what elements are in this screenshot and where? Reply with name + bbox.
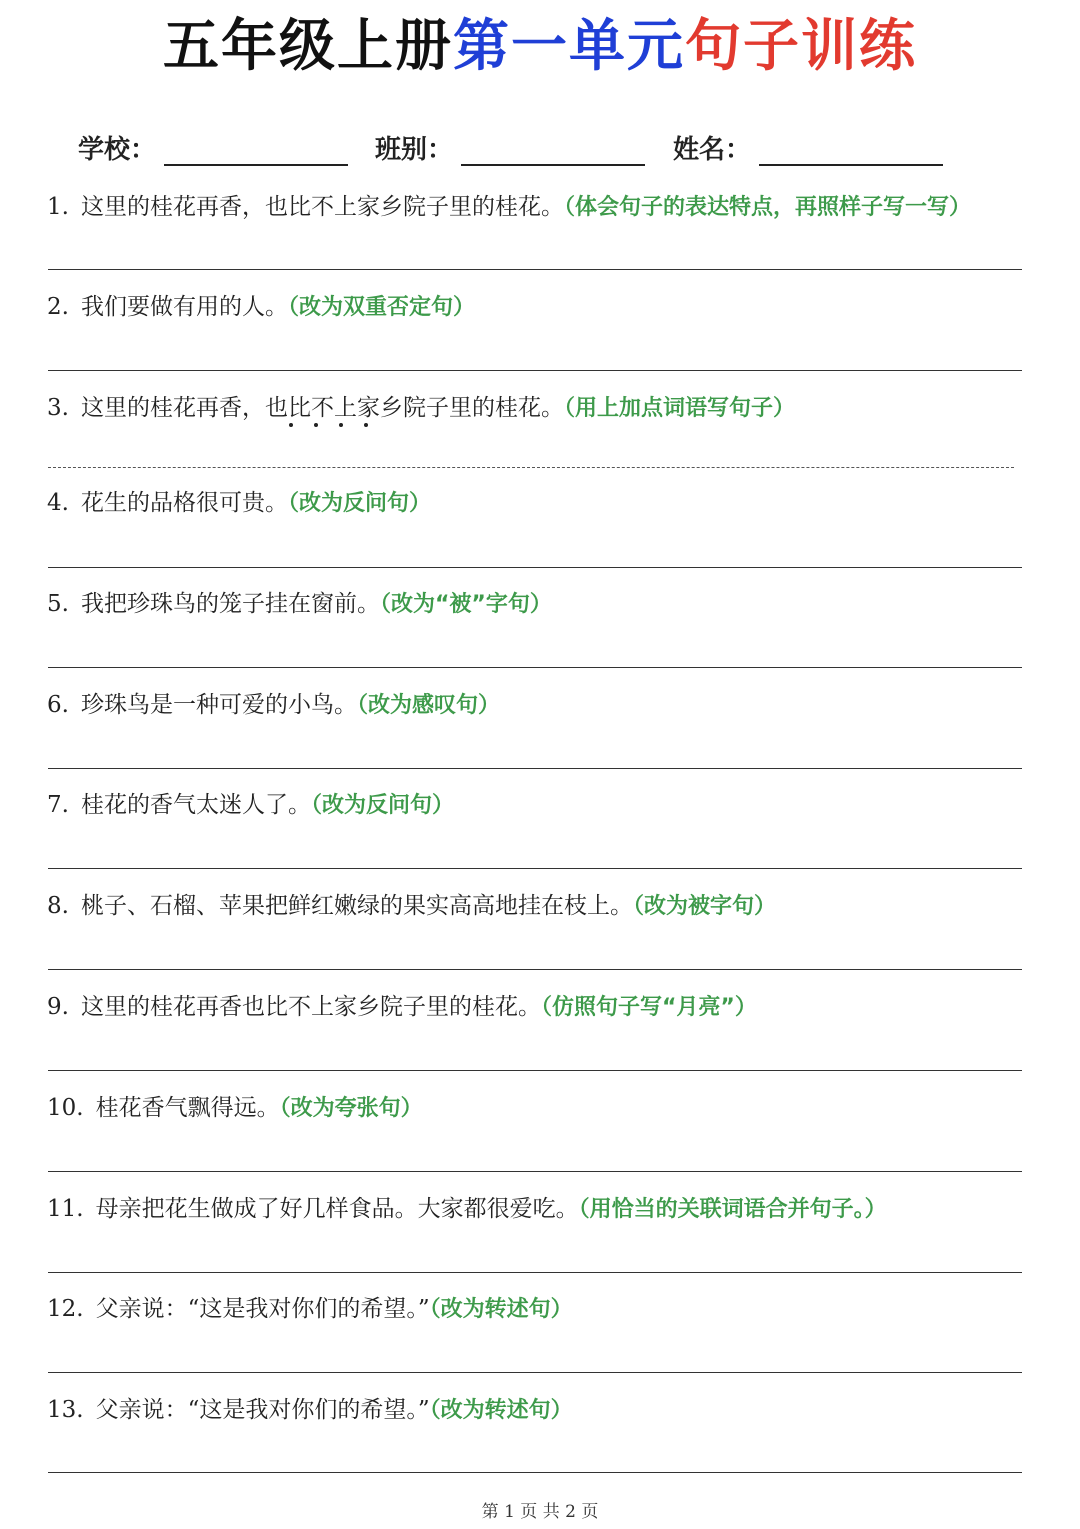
question-text: 这里的桂花再香也比不上家乡院子里的桂花。 — [80, 994, 541, 1020]
question-5 — [47, 587, 1027, 622]
question-instruction: （改为“被”字句） — [379, 592, 552, 617]
answer-line-8[interactable] — [48, 969, 1022, 970]
question-instruction: （仿照句子写“月亮”） — [540, 995, 757, 1020]
answer-line-4[interactable] — [48, 567, 1022, 568]
question-text: 父亲说：“这是我对你们的希望。” — [95, 1296, 430, 1322]
question-instruction: （改为夸张句） — [279, 1096, 423, 1121]
emphasis-dot — [364, 423, 368, 427]
question-text: 这里的桂花再香，也比不上家乡院子里的桂花。 — [80, 194, 564, 220]
class-blank[interactable] — [461, 134, 645, 166]
answer-line-12[interactable] — [48, 1372, 1022, 1373]
question-12 — [47, 1292, 1027, 1327]
question-13 — [47, 1393, 1027, 1428]
title-part-grade: 五年级上册 — [163, 14, 453, 79]
question-number: 12. — [47, 1296, 84, 1322]
question-text: 父亲说：“这是我对你们的希望。” — [95, 1397, 430, 1423]
answer-line-2[interactable] — [48, 370, 1022, 371]
question-9 — [47, 990, 1027, 1025]
question-6 — [47, 688, 1027, 723]
question-text: 这里的桂花再香，也比不上家乡院子里的桂花。 — [80, 395, 564, 421]
question-8 — [47, 889, 1027, 924]
question-text: 我们要做有用的人。 — [80, 294, 288, 320]
class-label: 班别： — [375, 135, 454, 165]
question-number: 9. — [47, 994, 69, 1020]
question-10 — [47, 1091, 1027, 1126]
page-footer: 第 1 页 共 2 页 — [481, 1502, 599, 1522]
question-instruction: （改为转述句） — [429, 1297, 573, 1322]
question-instruction: （改为双重否定句） — [287, 295, 475, 320]
answer-line-10[interactable] — [48, 1171, 1022, 1172]
question-number: 3. — [47, 395, 69, 421]
question-4 — [47, 486, 1027, 521]
answer-line-1[interactable] — [48, 269, 1022, 270]
question-number: 4. — [47, 490, 69, 516]
question-text: 花生的品格很可贵。 — [80, 490, 288, 516]
answer-line-6[interactable] — [48, 768, 1022, 769]
question-instruction: （改为反问句） — [310, 793, 454, 818]
question-instruction: （改为反问句） — [287, 491, 431, 516]
question-instruction: （用恰当的关联词语合并句子。） — [578, 1197, 887, 1222]
name-label: 姓名： — [673, 135, 752, 165]
question-text: 桂花的香气太迷人了。 — [80, 792, 311, 818]
question-number: 8. — [47, 893, 69, 919]
question-number: 7. — [47, 792, 69, 818]
emphasis-dot — [314, 423, 318, 427]
answer-line-7[interactable] — [48, 868, 1022, 869]
question-number: 13. — [47, 1397, 84, 1423]
title-part-topic: 句子训练 — [685, 14, 917, 79]
question-text: 桃子、石榴、苹果把鲜红嫩绿的果实高高地挂在枝上。 — [80, 893, 633, 919]
question-number: 10. — [47, 1095, 84, 1121]
page-title — [0, 10, 1080, 84]
question-1 — [47, 190, 1027, 225]
question-instruction: （改为被字句） — [632, 894, 776, 919]
question-instruction: （用上加点词语写句子） — [563, 396, 795, 421]
question-text: 珍珠鸟是一种可爱的小鸟。 — [80, 692, 357, 718]
question-instruction: （改为感叹句） — [356, 693, 500, 718]
question-number: 2. — [47, 294, 69, 320]
school-blank[interactable] — [164, 134, 348, 166]
question-instruction: （体会句子的表达特点，再照样子写一写） — [563, 195, 971, 220]
question-number: 11. — [47, 1196, 84, 1222]
class-field — [375, 126, 645, 166]
question-text: 桂花香气飘得远。 — [95, 1095, 280, 1121]
emphasis-dot — [339, 423, 343, 427]
question-number: 6. — [47, 692, 69, 718]
question-number: 5. — [47, 591, 69, 617]
question-3 — [47, 391, 1027, 426]
answer-line-13[interactable] — [48, 1472, 1022, 1473]
school-field — [78, 126, 348, 166]
name-field — [673, 126, 943, 166]
answer-line-3[interactable] — [48, 467, 1014, 468]
question-2 — [47, 290, 1027, 325]
question-instruction: （改为转述句） — [429, 1398, 573, 1423]
answer-line-11[interactable] — [48, 1272, 1022, 1273]
title-part-unit: 第一单元 — [453, 14, 685, 79]
answer-line-9[interactable] — [48, 1070, 1022, 1071]
question-number: 1. — [47, 194, 69, 220]
student-info-row — [78, 126, 958, 166]
answer-line-5[interactable] — [48, 667, 1022, 668]
school-label: 学校： — [78, 135, 157, 165]
emphasis-dot — [289, 423, 293, 427]
name-blank[interactable] — [759, 134, 943, 166]
question-text: 我把珍珠鸟的笼子挂在窗前。 — [80, 591, 380, 617]
question-7 — [47, 788, 1027, 823]
question-11 — [47, 1192, 1027, 1227]
question-text: 母亲把花生做成了好几样食品。大家都很爱吃。 — [95, 1196, 579, 1222]
